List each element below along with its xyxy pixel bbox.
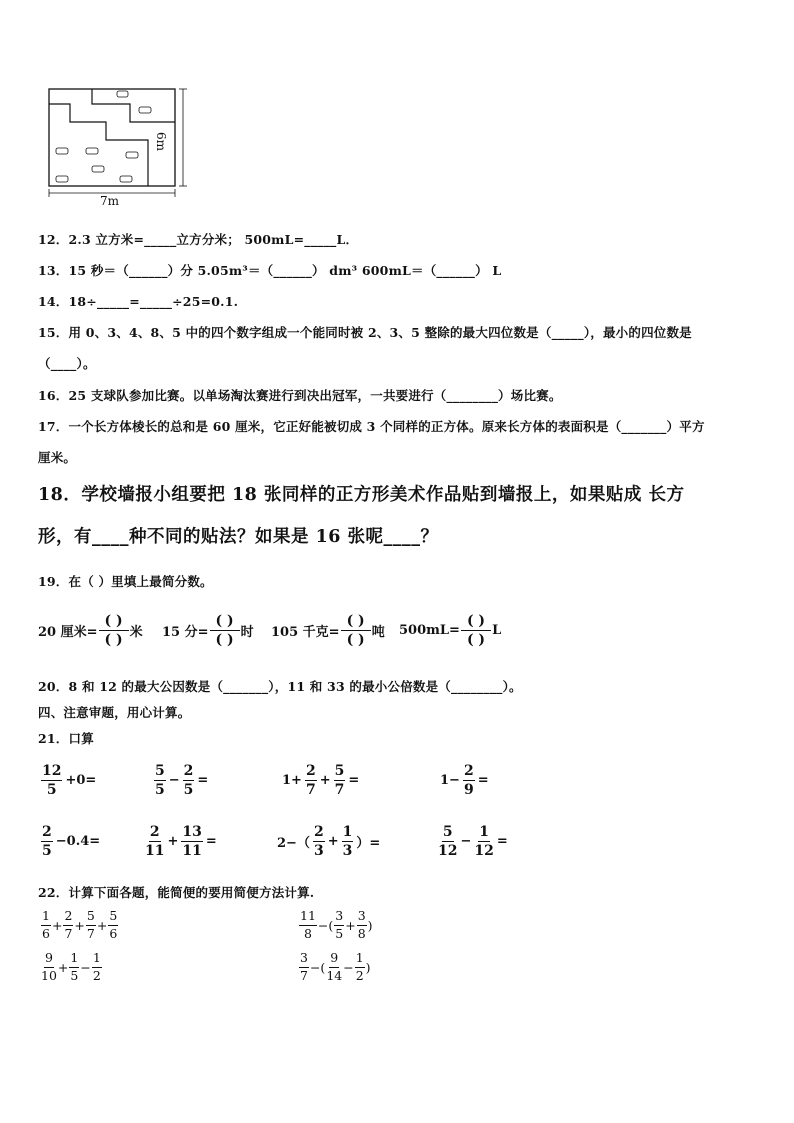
- question-18-line1: 18．学校墙报小组要把 18 张同样的正方形美术作品贴到墙报上，如果贴成 长方: [38, 485, 685, 505]
- q22e1-fraction-1: $\frac{1}{6}$: [42, 908, 50, 941]
- figure-height-label: 6m: [154, 132, 168, 152]
- q21d-fraction-1: $\frac{2}{9}$: [463, 763, 474, 798]
- q21-expr-g: 2−（ $\frac{2}{3}$ + $\frac{1}{3}$ ）=: [277, 824, 381, 859]
- q21-expr-b: $\frac{5}{5}$ − $\frac{2}{5}$ =: [155, 763, 209, 798]
- question-13: 13．15 秒＝（______）分 5.05m³＝（______） dm³ 600mL＝（______） L: [38, 263, 502, 278]
- question-19: 19．在（ ）里填上最简分数。: [38, 574, 213, 589]
- q22e4-fraction-3: $\frac{1}{2}$: [355, 950, 364, 983]
- question-20: 20．8 和 12 的最大公因数是（_______），11 和 33 的最小公倍数是（________）。: [38, 679, 522, 694]
- q21g-fraction-2: $\frac{1}{3}$: [342, 824, 353, 859]
- q19-item-1-pre: 20 厘米=: [38, 625, 98, 640]
- q21-expr-c: 1+ $\frac{2}{7}$ + $\frac{5}{7}$ =: [282, 763, 360, 798]
- q21f-fraction-2: $\frac{13}{11}$: [182, 824, 202, 859]
- q22e4-fraction-1: $\frac{3}{7}$: [300, 950, 308, 983]
- question-15-line2: （____）。: [38, 356, 96, 371]
- q19-item-4-unit: L: [492, 623, 502, 638]
- q22-expr-1: $\frac{1}{6}$ + $\frac{2}{7}$ + $\frac{5}{7}$ + $\frac{5}{6}$: [42, 908, 118, 941]
- q22-expr-2: $\frac{11}{8}$ −( $\frac{3}{5}$ + $\frac{3}{8}$ ): [300, 908, 373, 941]
- q21-expr-f: $\frac{2}{11}$ + $\frac{13}{11}$ =: [145, 824, 217, 859]
- q22e3-fraction-2: $\frac{1}{5}$: [70, 950, 79, 983]
- q19-item-1-fraction: $\frac{( )}{( )}$: [99, 614, 129, 647]
- q21b-fraction-1: $\frac{5}{5}$: [155, 763, 165, 798]
- q21-expr-a: $\frac{12}{5}$ +0=: [42, 763, 97, 798]
- q21b-fraction-2: $\frac{2}{5}$: [183, 763, 194, 798]
- section-4-heading: 四、注意审题，用心计算。: [38, 705, 191, 720]
- q21-expr-h: $\frac{5}{12}$ − $\frac{1}{12}$ =: [438, 824, 508, 859]
- question-17-line1: 17．一个长方体棱长的总和是 60 厘米，它正好能被切成 3 个同样的正方体。原来长方体的表面积是（_______）平方: [38, 419, 705, 434]
- q21g-fraction-1: $\frac{2}{3}$: [313, 824, 324, 859]
- q19-item-2-pre: 15 分=: [162, 625, 209, 640]
- q19-item-1-unit: 米: [129, 625, 143, 640]
- q22e2-fraction-3: $\frac{3}{8}$: [357, 908, 366, 941]
- q22-expr-4: $\frac{3}{7}$ −( $\frac{9}{14}$ − $\frac{1}{2}$ ): [300, 950, 371, 983]
- q19-item-3-unit: 吨: [371, 625, 385, 640]
- q22-expr-3: $\frac{9}{10}$ + $\frac{1}{5}$ − $\frac{1}{2}$: [41, 950, 101, 983]
- q21-expr-e: $\frac{2}{5}$ −0.4=: [42, 824, 101, 859]
- question-16: 16．25 支球队参加比赛。以单场淘汰赛进行到决出冠军，一共要进行（________）场比赛。: [38, 388, 562, 403]
- q19-item-1: [38, 614, 143, 647]
- question-21: 21．口算: [38, 731, 94, 746]
- q19-item-3-fraction: $\frac{( )}{( )}$: [341, 614, 371, 647]
- q19-item-2-fraction: $\frac{( )}{( )}$: [210, 614, 240, 647]
- q22e2-fraction-2: $\frac{3}{5}$: [335, 908, 344, 941]
- question-17-line2: 厘米。: [38, 450, 77, 465]
- q19-item-2: [162, 614, 254, 647]
- q21c-fraction-2: $\frac{5}{7}$: [334, 763, 345, 798]
- q22e3-fraction-1: $\frac{9}{10}$: [41, 950, 57, 983]
- question-15-line1: 15．用 0、3、4、8、5 中的四个数字组成一个能同时被 2、3、5 整除的最大四位数是（_____），最小的四位数是: [38, 325, 692, 340]
- q19-item-4-pre: 500mL=: [399, 623, 460, 638]
- q19-item-3-pre: 105 千克=: [271, 625, 340, 640]
- question-12: 12．2.3 立方米=_____立方分米； 500mL=_____L．: [38, 232, 359, 247]
- q21h-fraction-1: $\frac{5}{12}$: [438, 824, 458, 859]
- q19-item-2-unit: 时: [240, 625, 254, 640]
- q21e-fraction-1: $\frac{2}{5}$: [42, 824, 52, 859]
- q22e1-fraction-4: $\frac{5}{6}$: [109, 908, 118, 941]
- q21c-fraction-1: $\frac{2}{7}$: [305, 763, 316, 798]
- question-22: 22．计算下面各题，能简便的要用简便方法计算.: [38, 885, 315, 900]
- q21a-fraction-1: $\frac{12}{5}$: [42, 763, 62, 798]
- q21f-fraction-1: $\frac{2}{11}$: [145, 824, 165, 859]
- figure-width-label: 7m: [100, 194, 120, 208]
- question-18-line2: 形，有____种不同的贴法？如果是 16 张呢____？: [38, 527, 439, 547]
- q22e3-fraction-3: $\frac{1}{2}$: [92, 950, 101, 983]
- question-14: 14．18÷_____=_____÷25=0.1.: [38, 294, 239, 309]
- q22e1-fraction-2: $\frac{2}{7}$: [64, 908, 73, 941]
- q19-item-4-fraction: $\frac{( )}{( )}$: [461, 614, 491, 647]
- q22e4-fraction-2: $\frac{9}{14}$: [326, 950, 343, 983]
- q19-item-3: [271, 614, 385, 647]
- q22e2-fraction-1: $\frac{11}{8}$: [300, 908, 316, 941]
- q21-expr-d: 1− $\frac{2}{9}$ =: [440, 763, 489, 798]
- q22e1-fraction-3: $\frac{5}{7}$: [86, 908, 95, 941]
- q19-item-4: [399, 614, 501, 647]
- q21h-fraction-2: $\frac{1}{12}$: [474, 824, 494, 859]
- floor-plan-figure: [40, 84, 200, 212]
